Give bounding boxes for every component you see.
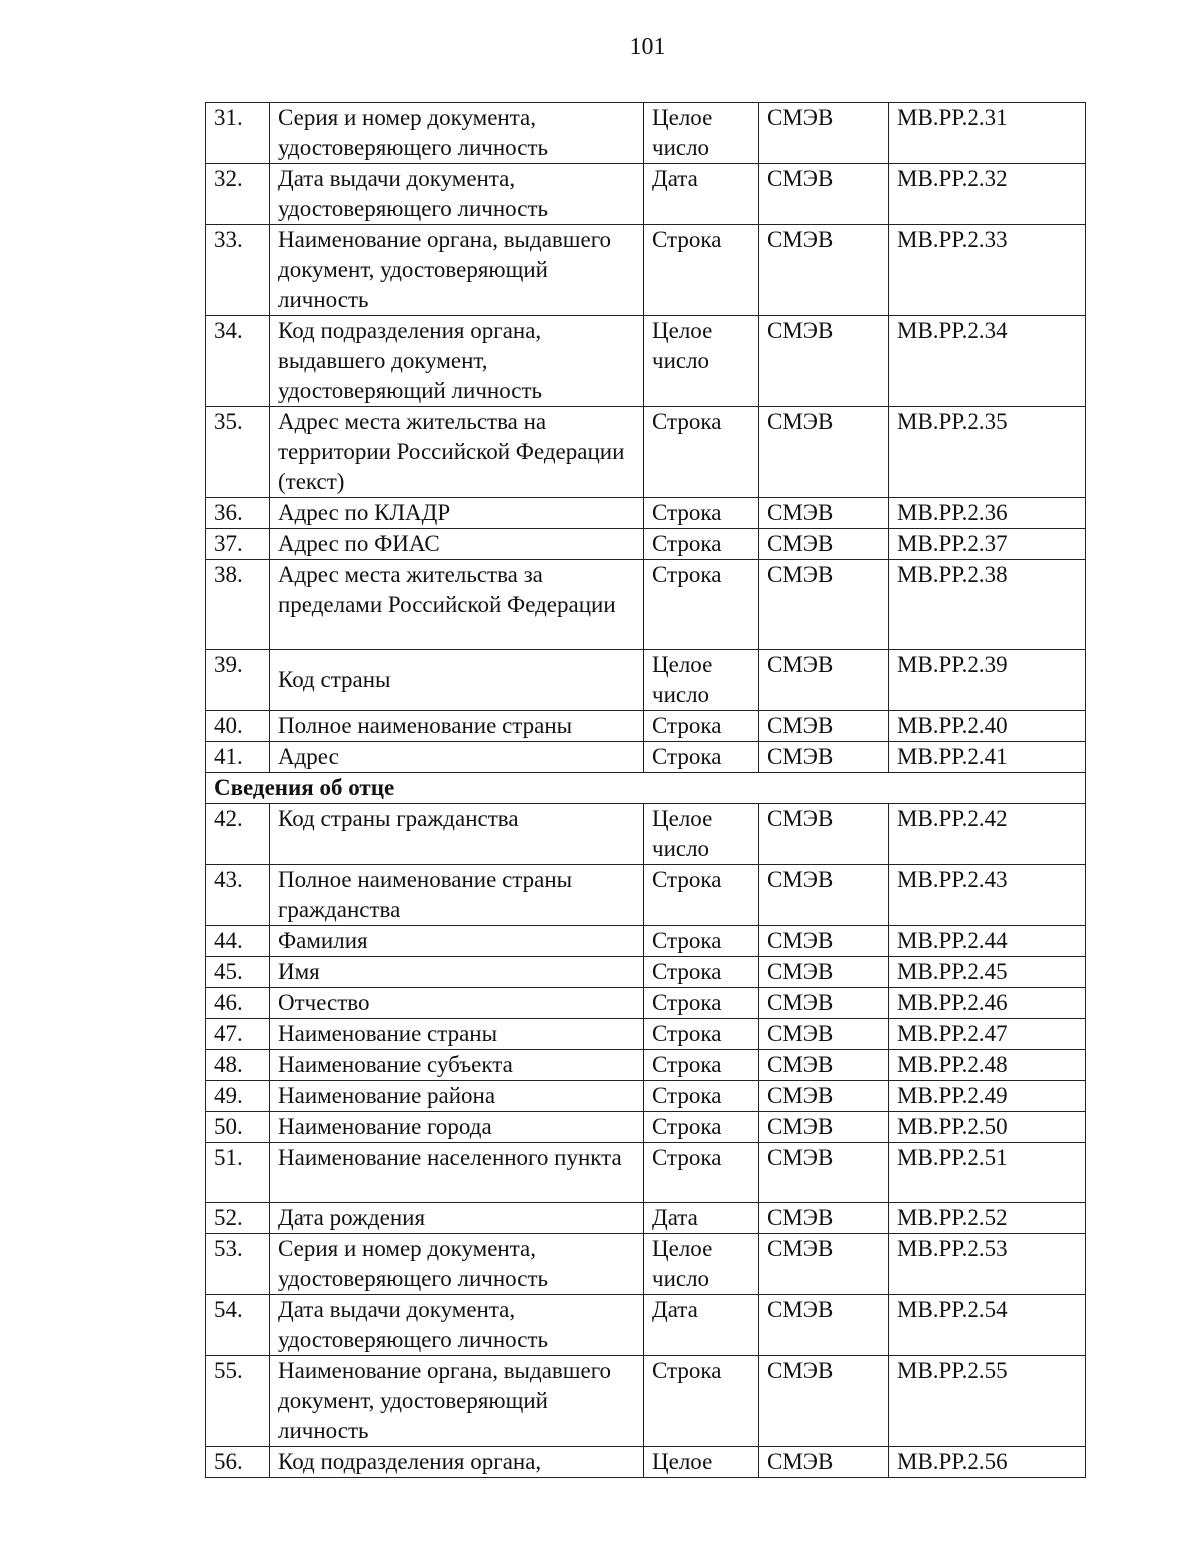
row-number: 31. <box>206 103 270 164</box>
field-type: Строка <box>644 957 759 988</box>
row-number: 41. <box>206 742 270 773</box>
table-row <box>206 926 1086 957</box>
field-type: Строка <box>644 560 759 650</box>
field-type: Строка <box>644 865 759 926</box>
field-source: СМЭВ <box>759 1143 889 1203</box>
field-name: Дата выдачи документа, удостоверяющего личность <box>270 164 644 225</box>
field-code: MB.PP.2.42 <box>889 804 1086 865</box>
table-row <box>206 407 1086 498</box>
field-type: Строка <box>644 407 759 498</box>
table-row <box>206 164 1086 225</box>
field-source: СМЭВ <box>759 164 889 225</box>
field-type: Целое число <box>644 316 759 407</box>
field-code: MB.PP.2.35 <box>889 407 1086 498</box>
table-row <box>206 316 1086 407</box>
field-source: СМЭВ <box>759 1081 889 1112</box>
field-source: СМЭВ <box>759 1234 889 1295</box>
field-source: СМЭВ <box>759 1019 889 1050</box>
field-name: Фамилия <box>270 926 644 957</box>
table-row <box>206 1019 1086 1050</box>
field-name: Наименование страны <box>270 1019 644 1050</box>
field-name: Серия и номер документа, удостоверяющего личность <box>270 1234 644 1295</box>
field-name: Наименование населенного пункта <box>270 1143 644 1203</box>
field-name: Наименование субъекта <box>270 1050 644 1081</box>
table-row <box>206 650 1086 711</box>
field-type: Строка <box>644 1356 759 1447</box>
field-source: СМЭВ <box>759 742 889 773</box>
table-row <box>206 1295 1086 1356</box>
field-source: СМЭВ <box>759 407 889 498</box>
table-row <box>206 1050 1086 1081</box>
field-code: MB.PP.2.36 <box>889 498 1086 529</box>
table-row <box>206 988 1086 1019</box>
table-row <box>206 711 1086 742</box>
field-code: MB.PP.2.49 <box>889 1081 1086 1112</box>
field-type: Строка <box>644 1143 759 1203</box>
field-source: СМЭВ <box>759 1447 889 1478</box>
table-row <box>206 865 1086 926</box>
table-row <box>206 1356 1086 1447</box>
field-type: Строка <box>644 1112 759 1143</box>
row-number: 38. <box>206 560 270 650</box>
field-source: СМЭВ <box>759 865 889 926</box>
field-type: Строка <box>644 1050 759 1081</box>
field-code: MB.PP.2.41 <box>889 742 1086 773</box>
row-number: 54. <box>206 1295 270 1356</box>
table-row <box>206 1112 1086 1143</box>
field-name: Имя <box>270 957 644 988</box>
row-number: 44. <box>206 926 270 957</box>
field-code: MB.PP.2.52 <box>889 1203 1086 1234</box>
field-name: Код подразделения органа, <box>270 1447 644 1478</box>
field-code: MB.PP.2.43 <box>889 865 1086 926</box>
field-name: Адрес по ФИАС <box>270 529 644 560</box>
row-number: 49. <box>206 1081 270 1112</box>
field-source: СМЭВ <box>759 225 889 316</box>
row-number: 36. <box>206 498 270 529</box>
field-name: Отчество <box>270 988 644 1019</box>
field-code: MB.PP.2.50 <box>889 1112 1086 1143</box>
field-code: MB.PP.2.54 <box>889 1295 1086 1356</box>
field-code: MB.PP.2.31 <box>889 103 1086 164</box>
row-number: 53. <box>206 1234 270 1295</box>
field-source: СМЭВ <box>759 957 889 988</box>
row-number: 40. <box>206 711 270 742</box>
table-row <box>206 1143 1086 1203</box>
field-type: Строка <box>644 742 759 773</box>
field-code: MB.PP.2.39 <box>889 650 1086 711</box>
field-type: Дата <box>644 1295 759 1356</box>
table-row <box>206 103 1086 164</box>
row-number: 42. <box>206 804 270 865</box>
field-name: Дата выдачи документа, удостоверяющего личность <box>270 1295 644 1356</box>
row-number: 46. <box>206 988 270 1019</box>
field-code: MB.PP.2.34 <box>889 316 1086 407</box>
field-type: Целое число <box>644 103 759 164</box>
table-row <box>206 529 1086 560</box>
field-name: Наименование органа, выдавшего документ, удостоверяющий личность <box>270 225 644 316</box>
field-name: Адрес по КЛАДР <box>270 498 644 529</box>
row-number: 37. <box>206 529 270 560</box>
field-code: MB.PP.2.53 <box>889 1234 1086 1295</box>
section-header-row <box>206 773 1086 804</box>
field-name: Код страны <box>270 650 644 711</box>
field-code: MB.PP.2.44 <box>889 926 1086 957</box>
row-number: 52. <box>206 1203 270 1234</box>
field-source: СМЭВ <box>759 1203 889 1234</box>
field-source: СМЭВ <box>759 804 889 865</box>
field-type: Дата <box>644 164 759 225</box>
field-source: СМЭВ <box>759 650 889 711</box>
field-name: Адрес места жительства на территории Российской Федерации (текст) <box>270 407 644 498</box>
field-type: Строка <box>644 988 759 1019</box>
row-number: 39. <box>206 650 270 711</box>
field-source: СМЭВ <box>759 926 889 957</box>
field-type: Строка <box>644 926 759 957</box>
table-body <box>206 103 1086 1478</box>
row-number: 43. <box>206 865 270 926</box>
table-row <box>206 1203 1086 1234</box>
row-number: 55. <box>206 1356 270 1447</box>
field-source: СМЭВ <box>759 1112 889 1143</box>
field-source: СМЭВ <box>759 498 889 529</box>
field-code: MB.PP.2.32 <box>889 164 1086 225</box>
table-row <box>206 1447 1086 1478</box>
field-code: MB.PP.2.46 <box>889 988 1086 1019</box>
table-row <box>206 225 1086 316</box>
field-type: Строка <box>644 711 759 742</box>
field-source: СМЭВ <box>759 316 889 407</box>
field-name: Серия и номер документа, удостоверяющего личность <box>270 103 644 164</box>
field-code: MB.PP.2.47 <box>889 1019 1086 1050</box>
field-type: Строка <box>644 529 759 560</box>
page-number: 101 <box>629 34 666 60</box>
field-source: СМЭВ <box>759 1295 889 1356</box>
field-name: Наименование района <box>270 1081 644 1112</box>
field-code: MB.PP.2.56 <box>889 1447 1086 1478</box>
row-number: 48. <box>206 1050 270 1081</box>
field-name: Код подразделения органа, выдавшего документ, удостоверяющий личность <box>270 316 644 407</box>
section-title: Сведения об отце <box>206 773 1086 804</box>
field-source: СМЭВ <box>759 1050 889 1081</box>
field-source: СМЭВ <box>759 1356 889 1447</box>
field-name: Дата рождения <box>270 1203 644 1234</box>
table-row <box>206 1234 1086 1295</box>
row-number: 51. <box>206 1143 270 1203</box>
attributes-table <box>205 102 1086 1478</box>
row-number: 50. <box>206 1112 270 1143</box>
row-number: 32. <box>206 164 270 225</box>
field-type: Дата <box>644 1203 759 1234</box>
field-name: Полное наименование страны <box>270 711 644 742</box>
field-type: Целое число <box>644 650 759 711</box>
field-source: СМЭВ <box>759 529 889 560</box>
field-source: СМЭВ <box>759 711 889 742</box>
field-code: MB.PP.2.33 <box>889 225 1086 316</box>
field-name: Код страны гражданства <box>270 804 644 865</box>
field-type: Строка <box>644 1019 759 1050</box>
field-name: Наименование города <box>270 1112 644 1143</box>
field-name: Наименование органа, выдавшего документ, удостоверяющий личность <box>270 1356 644 1447</box>
field-code: MB.PP.2.37 <box>889 529 1086 560</box>
field-type: Строка <box>644 225 759 316</box>
table-row <box>206 804 1086 865</box>
row-number: 35. <box>206 407 270 498</box>
field-code: MB.PP.2.51 <box>889 1143 1086 1203</box>
field-type: Целое число <box>644 1234 759 1295</box>
field-type: Строка <box>644 498 759 529</box>
field-code: MB.PP.2.48 <box>889 1050 1086 1081</box>
field-type: Целое <box>644 1447 759 1478</box>
field-code: MB.PP.2.55 <box>889 1356 1086 1447</box>
table-row <box>206 957 1086 988</box>
field-source: СМЭВ <box>759 560 889 650</box>
field-name: Полное наименование страны гражданства <box>270 865 644 926</box>
field-name: Адрес места жительства за пределами Российской Федерации <box>270 560 644 650</box>
field-type: Строка <box>644 1081 759 1112</box>
row-number: 47. <box>206 1019 270 1050</box>
field-code: MB.PP.2.38 <box>889 560 1086 650</box>
row-number: 33. <box>206 225 270 316</box>
field-code: MB.PP.2.45 <box>889 957 1086 988</box>
table-row <box>206 742 1086 773</box>
table-row <box>206 498 1086 529</box>
row-number: 56. <box>206 1447 270 1478</box>
field-name: Адрес <box>270 742 644 773</box>
row-number: 45. <box>206 957 270 988</box>
field-code: MB.PP.2.40 <box>889 711 1086 742</box>
field-source: СМЭВ <box>759 103 889 164</box>
field-source: СМЭВ <box>759 988 889 1019</box>
row-number: 34. <box>206 316 270 407</box>
field-type: Целое число <box>644 804 759 865</box>
table-row <box>206 1081 1086 1112</box>
table-row <box>206 560 1086 650</box>
